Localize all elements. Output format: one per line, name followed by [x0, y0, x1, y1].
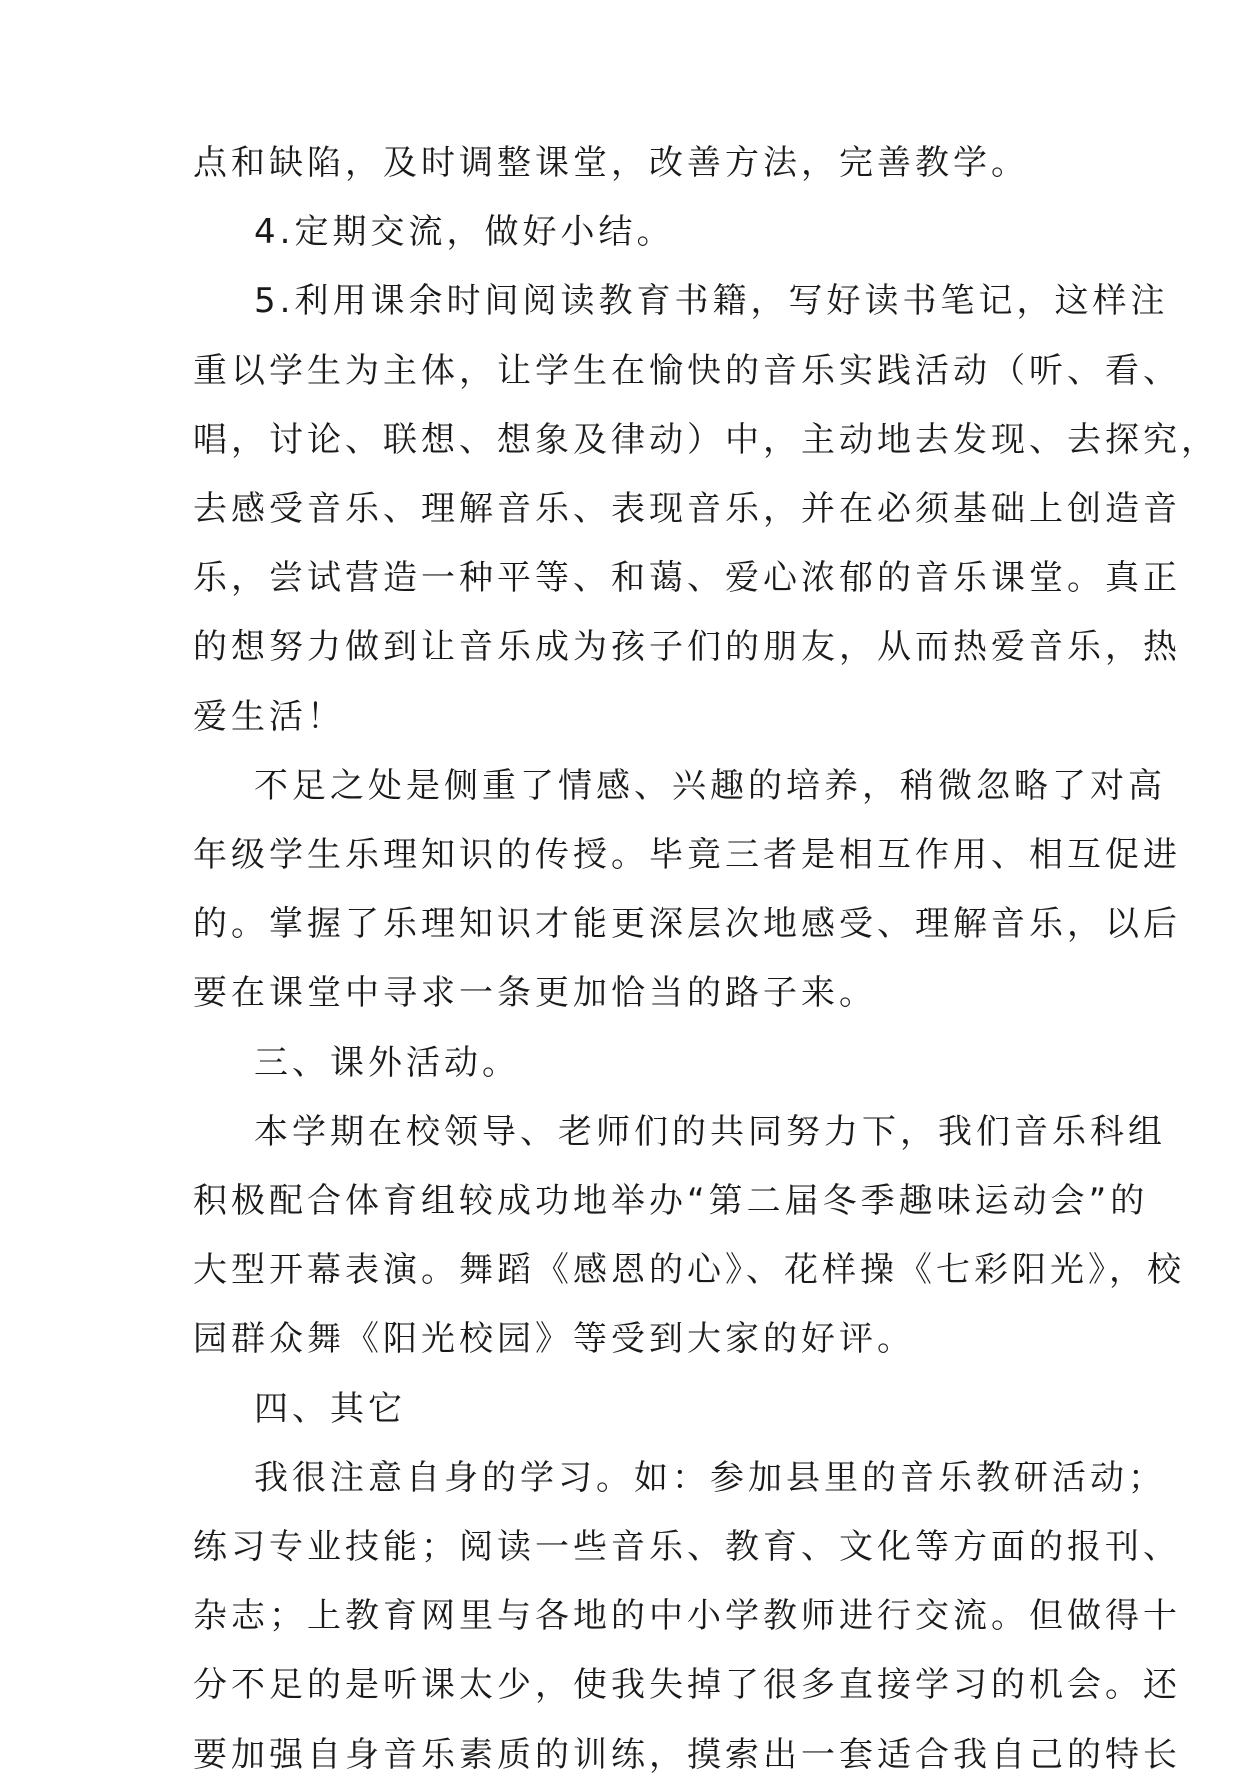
text-line: 要加强自身音乐素质的训练，摸索出一套适合我自己的特长	[193, 1734, 1181, 1775]
text-line: 要在课堂中寻求一条更加恰当的路子来。	[193, 973, 877, 1014]
text-line: 4.定期交流，做好小结。	[254, 212, 675, 253]
text-line: 园群众舞《阳光校园》等受到大家的好评。	[193, 1319, 915, 1360]
text-line: 去感受音乐、理解音乐、表现音乐，并在必须基础上创造音	[193, 489, 1181, 529]
text-line: 我很注意自身的学习。如：参加县里的音乐教研活动；	[254, 1457, 1166, 1498]
text-line: 点和缺陷，及时调整课堂，改善方法，完善教学。	[193, 143, 1029, 183]
text-line: 不足之处是侧重了情感、兴趣的培养，稍微忽略了对高	[254, 765, 1166, 806]
text-line: 的。掌握了乐理知识才能更深层次地感受、理解音乐，以后	[193, 904, 1181, 945]
text-line: 乐，尝试营造一种平等、和蔼、爱心浓郁的音乐课堂。真正	[193, 558, 1181, 599]
text-line: 的想努力做到让音乐成为孩子们的朋友，从而热爱音乐，热	[193, 627, 1181, 668]
text-line: 爱生活！	[193, 696, 345, 737]
text-line: 分不足的是听课太少，使我失掉了很多直接学习的机会。还	[193, 1665, 1181, 1706]
text-line: 大型开幕表演。舞蹈《感恩的心》、花样操《七彩阳光》，校	[193, 1250, 1185, 1291]
text-line: 积极配合体育组较成功地举办“第二届冬季趣味运动会”的	[193, 1181, 1149, 1221]
text-line: 重以学生为主体，让学生在愉快的音乐实践活动（听、看、	[193, 350, 1181, 391]
text-line: 练习专业技能；阅读一些音乐、教育、文化等方面的报刊、	[193, 1527, 1181, 1567]
text-line: 杂志；上教育网里与各地的中小学教师进行交流。但做得十	[193, 1596, 1181, 1637]
text-line: 本学期在校领导、老师们的共同努力下，我们音乐科组	[254, 1111, 1166, 1152]
section-heading: 四、其它	[254, 1388, 406, 1429]
text-line: 年级学生乐理知识的传授。毕竟三者是相互作用、相互促进	[193, 835, 1181, 875]
text-line: 唱，讨论、联想、想象及律动）中，主动地去发现、去探究，	[193, 419, 1219, 460]
text-line: 5.利用课余时间阅读教育书籍，写好读书笔记，这样注	[254, 281, 1169, 322]
section-heading: 三、课外活动。	[254, 1042, 520, 1083]
